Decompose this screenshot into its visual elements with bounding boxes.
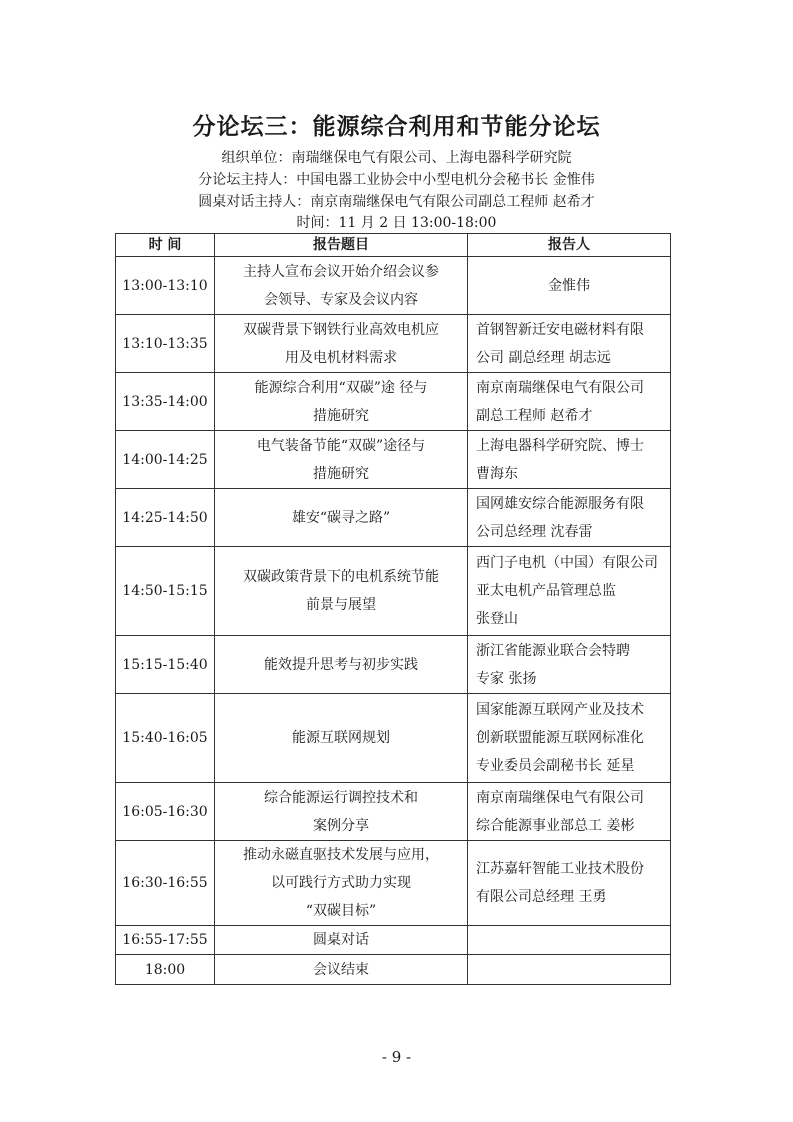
- speaker-line: 江苏嘉轩智能工业技术股份: [476, 861, 644, 877]
- row-topic: [215, 841, 468, 926]
- speaker-line: 金惟伟: [548, 277, 590, 294]
- speaker-line: 浙江省能源业联合会特聘: [476, 642, 630, 659]
- topic-line: 会议结束: [313, 961, 369, 978]
- speaker-line: 西门子电机（中国）有限公司: [476, 555, 658, 571]
- time-line: 时间：11 月 2 日 13:00-18:00: [296, 215, 497, 231]
- row-time: 15:15-15:40: [116, 636, 215, 694]
- row-speaker: [468, 841, 671, 926]
- row-time: 16:55-17:55: [116, 926, 215, 955]
- table-row: [116, 841, 671, 926]
- table-row: [116, 257, 671, 315]
- page-title: 分论坛三：能源综合利用和节能分论坛: [192, 114, 601, 140]
- row-topic: [215, 257, 468, 315]
- organizer-line: 组织单位：南瑞继保电气有限公司、上海电器科学研究院: [221, 150, 572, 166]
- row-speaker: [468, 373, 671, 431]
- topic-line: 雄安“碳寻之路”: [291, 509, 391, 526]
- speaker-line: 南京南瑞继保电气有限公司: [476, 789, 644, 806]
- row-topic: [215, 489, 468, 547]
- row-time: 14:50-15:15: [116, 547, 215, 636]
- topic-line: 主持人宣布会议开始介绍会议参: [243, 263, 439, 280]
- row-time: 13:10-13:35: [116, 315, 215, 373]
- row-time: 14:25-14:50: [116, 489, 215, 547]
- speaker-line: 有限公司总经理 王勇: [476, 889, 607, 905]
- topic-line: 双碳政策背景下的电机系统节能: [243, 569, 439, 585]
- speaker-line: 专业委员会副秘书长 延星: [476, 758, 635, 774]
- speaker-line: 亚太电机产品管理总监: [476, 583, 616, 599]
- table-row: [116, 489, 671, 547]
- topic-line: 推动永磁直驱技术发展与应用，: [243, 847, 439, 863]
- row-time: 16:05-16:30: [116, 783, 215, 841]
- row-topic: [215, 315, 468, 373]
- speaker-line: 创新联盟能源互联网标准化: [476, 730, 644, 746]
- row-topic: [215, 547, 468, 636]
- header-topic: 报告题目: [215, 234, 468, 257]
- topic-line: 综合能源运行调控技术和: [264, 789, 418, 806]
- row-topic: [215, 636, 468, 694]
- topic-line: 圆桌对话: [313, 932, 369, 948]
- row-speaker: [468, 431, 671, 489]
- speaker-line: 南京南瑞继保电气有限公司: [476, 379, 644, 396]
- page-number: - 9 -: [381, 1048, 412, 1066]
- row-speaker: [468, 636, 671, 694]
- topic-line: 双碳背景下钢铁行业高效电机应: [243, 321, 439, 338]
- row-time: 15:40-16:05: [116, 694, 215, 783]
- topic-line: 措施研究: [313, 407, 369, 424]
- row-topic: [215, 955, 468, 985]
- header-speaker: 报告人: [468, 234, 671, 257]
- topic-line: 会领导、专家及会议内容: [264, 291, 418, 308]
- table-row: [116, 783, 671, 841]
- row-topic: [215, 431, 468, 489]
- table-row: [116, 694, 671, 783]
- header-time: 时 间: [116, 234, 215, 257]
- speaker-line: 曹海东: [476, 465, 518, 482]
- table-row: [116, 636, 671, 694]
- row-topic: [215, 694, 468, 783]
- row-speaker: [468, 926, 671, 955]
- row-time: 13:00-13:10: [116, 257, 215, 315]
- topic-line: 前景与展望: [306, 597, 376, 613]
- row-speaker: [468, 547, 671, 636]
- row-topic: [215, 783, 468, 841]
- speaker-line: 国家能源互联网产业及技术: [476, 702, 644, 718]
- roundtable-host-line: 圆桌对话主持人：南京南瑞继保电气有限公司副总工程师 赵希才: [198, 194, 595, 210]
- topic-line: 案例分享: [313, 817, 369, 834]
- row-time: 13:35-14:00: [116, 373, 215, 431]
- table-row: [116, 373, 671, 431]
- topic-line: “双碳目标”: [305, 903, 377, 919]
- row-time: 16:30-16:55: [116, 841, 215, 926]
- speaker-line: 副总工程师 赵希才: [476, 407, 593, 424]
- speaker-line: 张登山: [476, 611, 518, 627]
- topic-line: 用及电机材料需求: [285, 349, 397, 366]
- row-speaker: [468, 783, 671, 841]
- speaker-line: 国网雄安综合能源服务有限: [476, 495, 644, 512]
- table-row: [116, 547, 671, 636]
- speaker-line: 公司总经理 沈春雷: [476, 523, 593, 540]
- table-header-row: [116, 234, 671, 257]
- host-line: 分论坛主持人：中国电器工业协会中小型电机分会秘书长 金惟伟: [198, 172, 595, 188]
- schedule-table: [115, 233, 671, 985]
- row-topic: [215, 373, 468, 431]
- speaker-line: 上海电器科学研究院、博士: [476, 437, 644, 454]
- speaker-line: 专家 张扬: [476, 670, 537, 687]
- topic-line: 以可践行方式助力实现: [271, 875, 411, 891]
- row-speaker: [468, 955, 671, 985]
- speaker-line: 首钢智新迁安电磁材料有限: [476, 321, 644, 338]
- table-row: [116, 955, 671, 985]
- topic-line: 能效提升思考与初步实践: [264, 656, 418, 673]
- row-time: 14:00-14:25: [116, 431, 215, 489]
- speaker-line: 综合能源事业部总工 姜彬: [476, 817, 635, 834]
- table-row: [116, 926, 671, 955]
- row-speaker: [468, 257, 671, 315]
- table-row: [116, 315, 671, 373]
- topic-line: 能源互联网规划: [292, 730, 390, 746]
- row-topic: [215, 926, 468, 955]
- row-speaker: [468, 694, 671, 783]
- table-row: [116, 431, 671, 489]
- topic-line: 能源综合利用“双碳”途 径与: [254, 379, 428, 396]
- row-speaker: [468, 489, 671, 547]
- topic-line: 电气装备节能“双碳”途径与: [256, 437, 426, 454]
- row-speaker: [468, 315, 671, 373]
- speaker-line: 公司 副总经理 胡志远: [476, 349, 611, 366]
- topic-line: 措施研究: [313, 465, 369, 482]
- row-time: 18:00: [116, 955, 215, 985]
